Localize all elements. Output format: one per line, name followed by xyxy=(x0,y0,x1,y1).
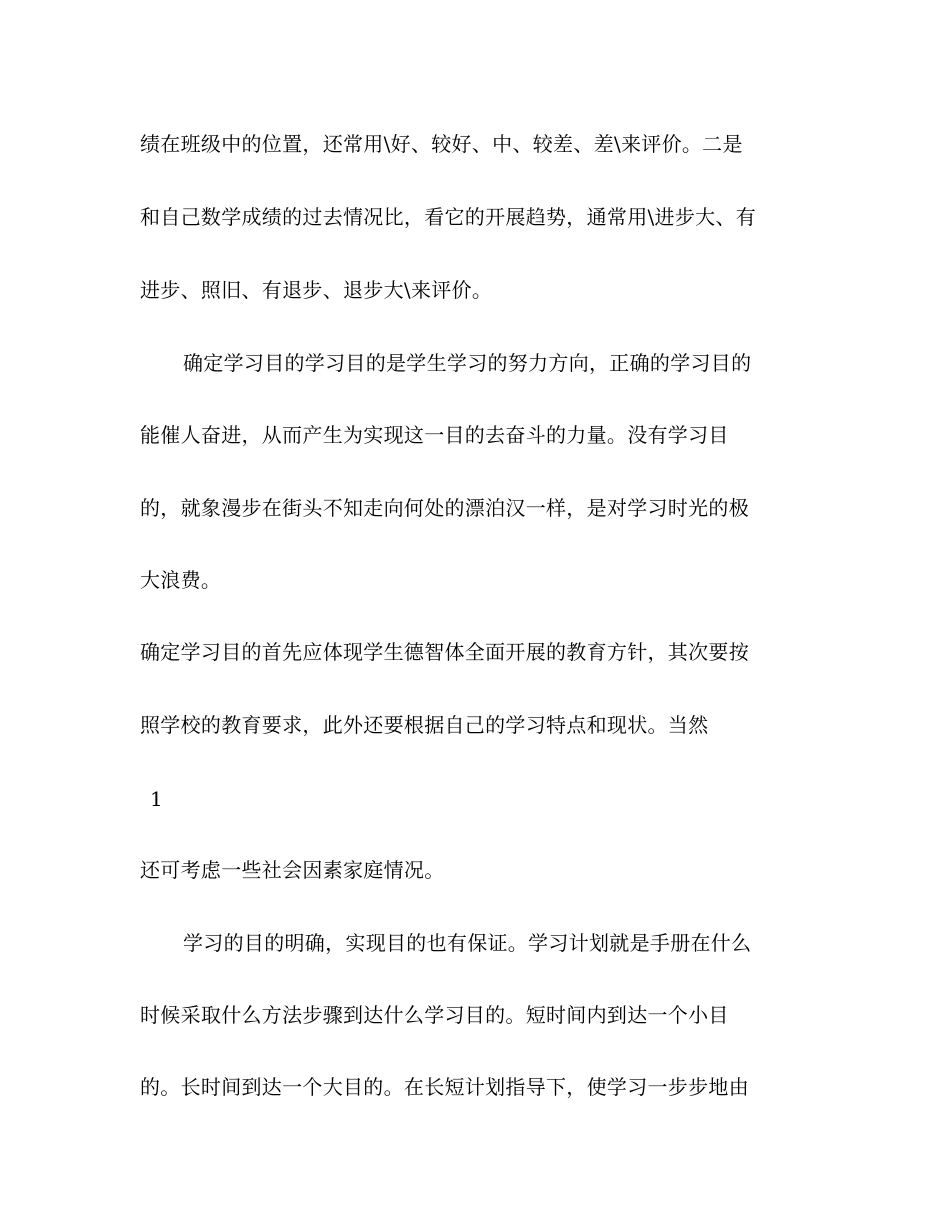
paragraph-start-line: 确定学习目的学习目的是学生学习的努力方向，正确的学习目的 xyxy=(183,351,752,375)
text-line: 确定学习目的首先应体现学生德智体全面开展的教育方针，其次要按 xyxy=(140,640,749,664)
text-line: 绩在班级中的位置，还常用\好、较好、中、较差、差\来评价。二是 xyxy=(140,132,743,156)
paragraph-start-line: 学习的目的明确，实现目的也有保证。学习计划就是手册在什么 xyxy=(183,931,752,955)
text-line: 的。长时间到达一个大目的。在长短计划指导下，使学习一步步地由 xyxy=(140,1075,749,1099)
text-line: 的，就象漫步在街头不知走向何处的漂泊汉一样，是对学习时光的极 xyxy=(140,496,749,520)
text-line: 时候采取什么方法步骤到达什么学习目的。短时间内到达一个小目 xyxy=(140,1003,729,1027)
text-line: 和自己数学成绩的过去情况比，看它的开展趋势，通常用\进步大、有 xyxy=(140,205,757,229)
text-line: 进步、照旧、有退步、退步大\来评价。 xyxy=(140,278,493,302)
page-number: 1 xyxy=(150,787,163,811)
text-line: 能催人奋进，从而产生为实现这一目的去奋斗的力量。没有学习目 xyxy=(140,423,729,447)
text-line: 大浪费。 xyxy=(140,568,222,592)
text-line: 照学校的教育要求，此外还要根据自己的学习特点和现状。当然 xyxy=(140,713,709,737)
text-line: 还可考虑一些社会因素家庭情况。 xyxy=(140,858,445,882)
